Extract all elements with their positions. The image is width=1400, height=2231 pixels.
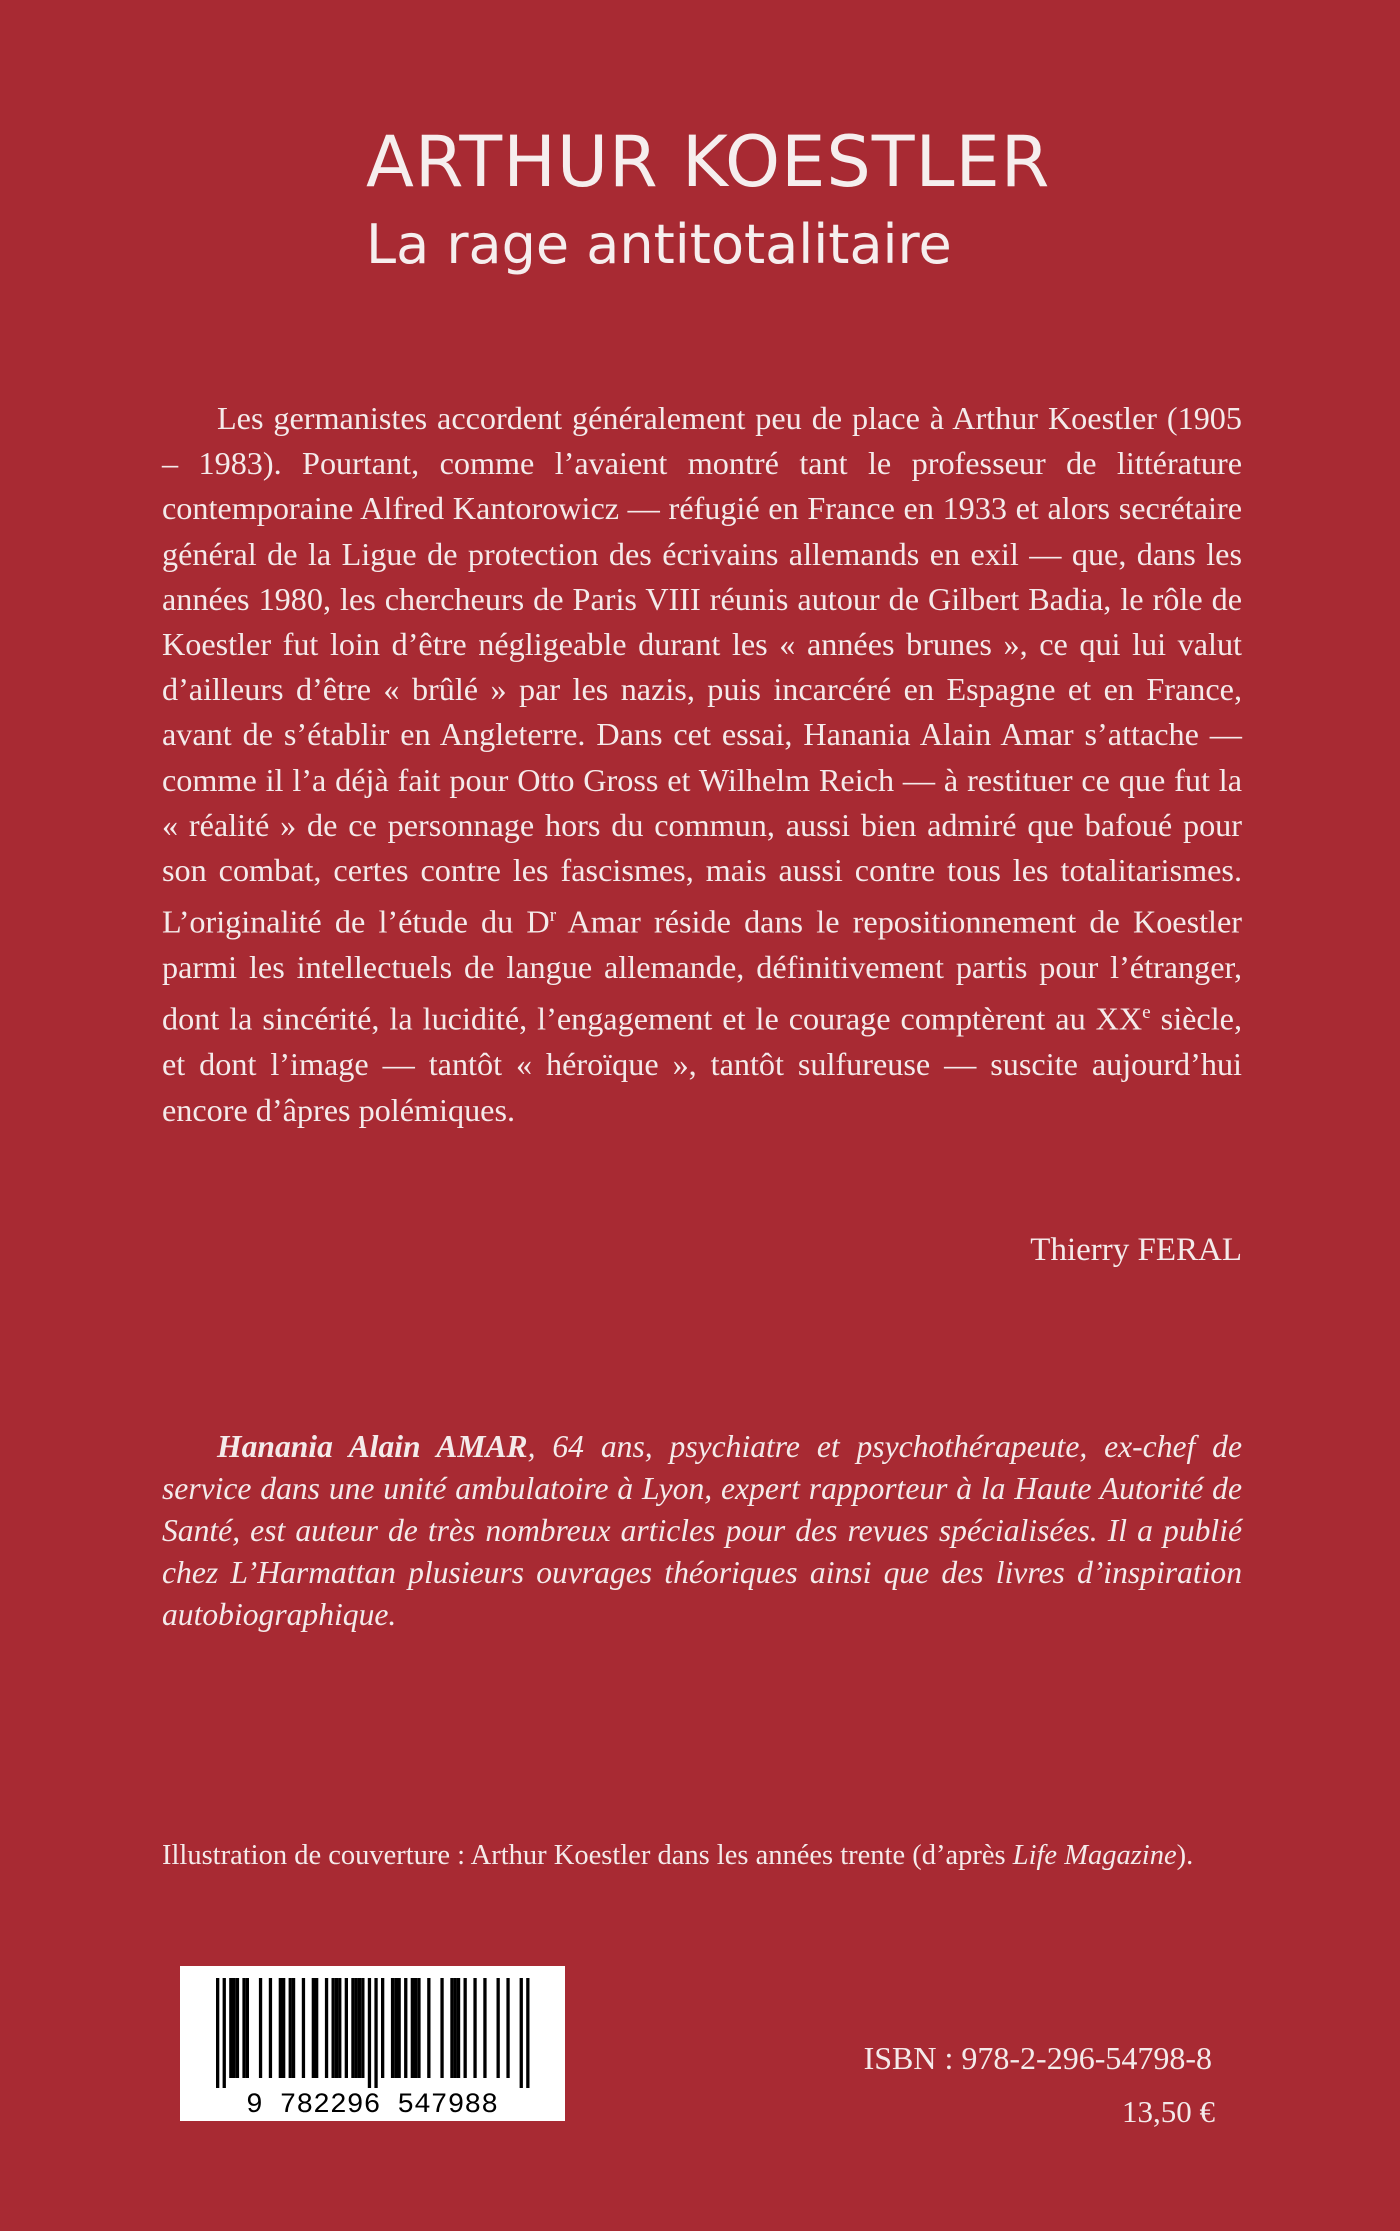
barcode-bar (216, 1978, 219, 2088)
barcode-digits: 9 782296 547988 (245, 2090, 499, 2121)
barcode-graphic (180, 1966, 565, 2121)
barcode-bar (338, 1978, 341, 2078)
barcode-bar (374, 1978, 377, 2088)
barcode-bar (269, 1978, 272, 2078)
barcode-bar (292, 1978, 295, 2078)
illustration-text: Illustration de couverture : Arthur Koestler dans les années trente (d’après (162, 1840, 1013, 1871)
dr-superscript: r (549, 905, 557, 927)
barcode-bar (312, 1978, 315, 2078)
barcode-bar (279, 1978, 282, 2078)
barcode-bar (440, 1978, 443, 2078)
barcode-bar (325, 1978, 328, 2078)
book-title: ARTHUR KOESTLER (366, 121, 1051, 203)
barcode-bar (302, 1978, 305, 2078)
barcode-bar (417, 1978, 420, 2078)
price: 13,50 € (1122, 2094, 1215, 2129)
barcode-bar (368, 1978, 371, 2088)
barcode-bar (473, 1978, 476, 2078)
barcode-bar (358, 1978, 361, 2078)
barcode-bar (223, 1978, 226, 2088)
barcode-bar (414, 1978, 417, 2078)
barcode-bar (361, 1978, 364, 2078)
blurb-part-3: siècle, et dont l’image — tantôt « héroïque », tantôt sulfureuse — suscite aujourd’hui encore d’âpres polémiques. (162, 1001, 1242, 1128)
blurb-signature: Thierry FERAL (1030, 1232, 1242, 1268)
blurb-part-2: Amar réside dans le repositionnement de Koestler parmi les intellectuels de langue allemande, définitivement partis pour l’étranger, dont la sincérité, la lucidité, l’engagement et le courage comptèrent au XX (162, 903, 1242, 1038)
barcode-bar (404, 1978, 407, 2078)
blurb-text (162, 396, 1242, 1133)
illustration-credit (162, 1836, 1242, 1876)
barcode-bar (335, 1978, 338, 2078)
barcode-bar (450, 1978, 453, 2078)
title-block (366, 120, 1266, 280)
barcode-bar (345, 1978, 348, 2078)
author-bio (162, 1426, 1242, 1636)
barcode-bar (259, 1978, 262, 2078)
barcode-bar (233, 1978, 236, 2078)
barcode-bar (427, 1978, 430, 2078)
illustration-end: ). (1176, 1840, 1194, 1871)
barcode-bars (216, 1978, 530, 2088)
barcode-bar (242, 1978, 245, 2078)
barcode-bar (229, 1978, 232, 2078)
barcode-bar (497, 1978, 500, 2078)
blurb-part-1: Les germanistes accordent généralement peu de place à Arthur Koestler (1905 – 1983). Pourtant, comme l’avaient montré tant le professeur de littérature contemporaine Alfred Kantorowicz — réfugié en France en 1933 et alors secrétaire général de la Ligue de protection des écrivains allemands en exil — que, dans les années 1980, les chercheurs de Paris VIII réunis autour de Gilbert Badia, le rôle de Koestler fut loin d’être négligeable durant les « années brunes », ce qui lui valut d’ailleurs d’être « brûlé » par les nazis, puis incarcéré en Espagne et en France, avant de s’établir en Angleterre. Dans cet essai, Hanania Alain Amar s’attache — comme il l’a déjà fait pour Otto Gross et Wilhelm Reich — à restituer ce que fut la « réalité » de ce personnage hors du commun, aussi bien admiré que bafoué pour son combat, certes contre les fascismes, mais aussi contre tous les totalitarismes. L’originalité de l’étude du D (162, 400, 1242, 940)
barcode (180, 1966, 565, 2121)
barcode-bar (315, 1978, 318, 2078)
magazine-name: Life Magazine (1012, 1840, 1177, 1871)
barcode-bar (411, 1978, 414, 2078)
barcode-bar (398, 1978, 401, 2078)
book-subtitle: La rage antitotalitaire (366, 213, 952, 276)
barcode-bar (391, 1978, 394, 2078)
barcode-bar (526, 1978, 529, 2088)
barcode-bar (506, 1978, 509, 2078)
barcode-bar (332, 1978, 335, 2078)
barcode-bar (282, 1978, 285, 2078)
barcode-bar (236, 1978, 239, 2078)
barcode-bar (351, 1978, 354, 2078)
barcode-bar (457, 1978, 460, 2078)
barcode-bar (355, 1978, 358, 2078)
century-superscript: e (1142, 1002, 1151, 1024)
barcode-bar (520, 1978, 523, 2088)
author-bio-text: , 64 ans, psychiatre et psychothérapeute, ex-chef de service dans une unité ambulatoire à Lyon, expert rapporteur à la Haute Autorité de Santé, est auteur de très nombreux articles pour des revues spécialisées. Il a publié chez L’Harmattan plusieurs ouvrages théoriques ainsi que des livres d’inspiration autobiographique. (162, 1429, 1242, 1632)
barcode-bar (464, 1978, 467, 2078)
barcode-bar (394, 1978, 397, 2078)
barcode-bar (483, 1978, 486, 2078)
isbn: ISBN : 978-2-296-54798-8 (863, 2040, 1212, 2076)
barcode-bar (381, 1978, 384, 2078)
author-name: Hanania Alain AMAR (217, 1429, 528, 1464)
barcode-bar (289, 1978, 292, 2078)
barcode-bar (246, 1978, 249, 2078)
barcode-bar (454, 1978, 457, 2078)
